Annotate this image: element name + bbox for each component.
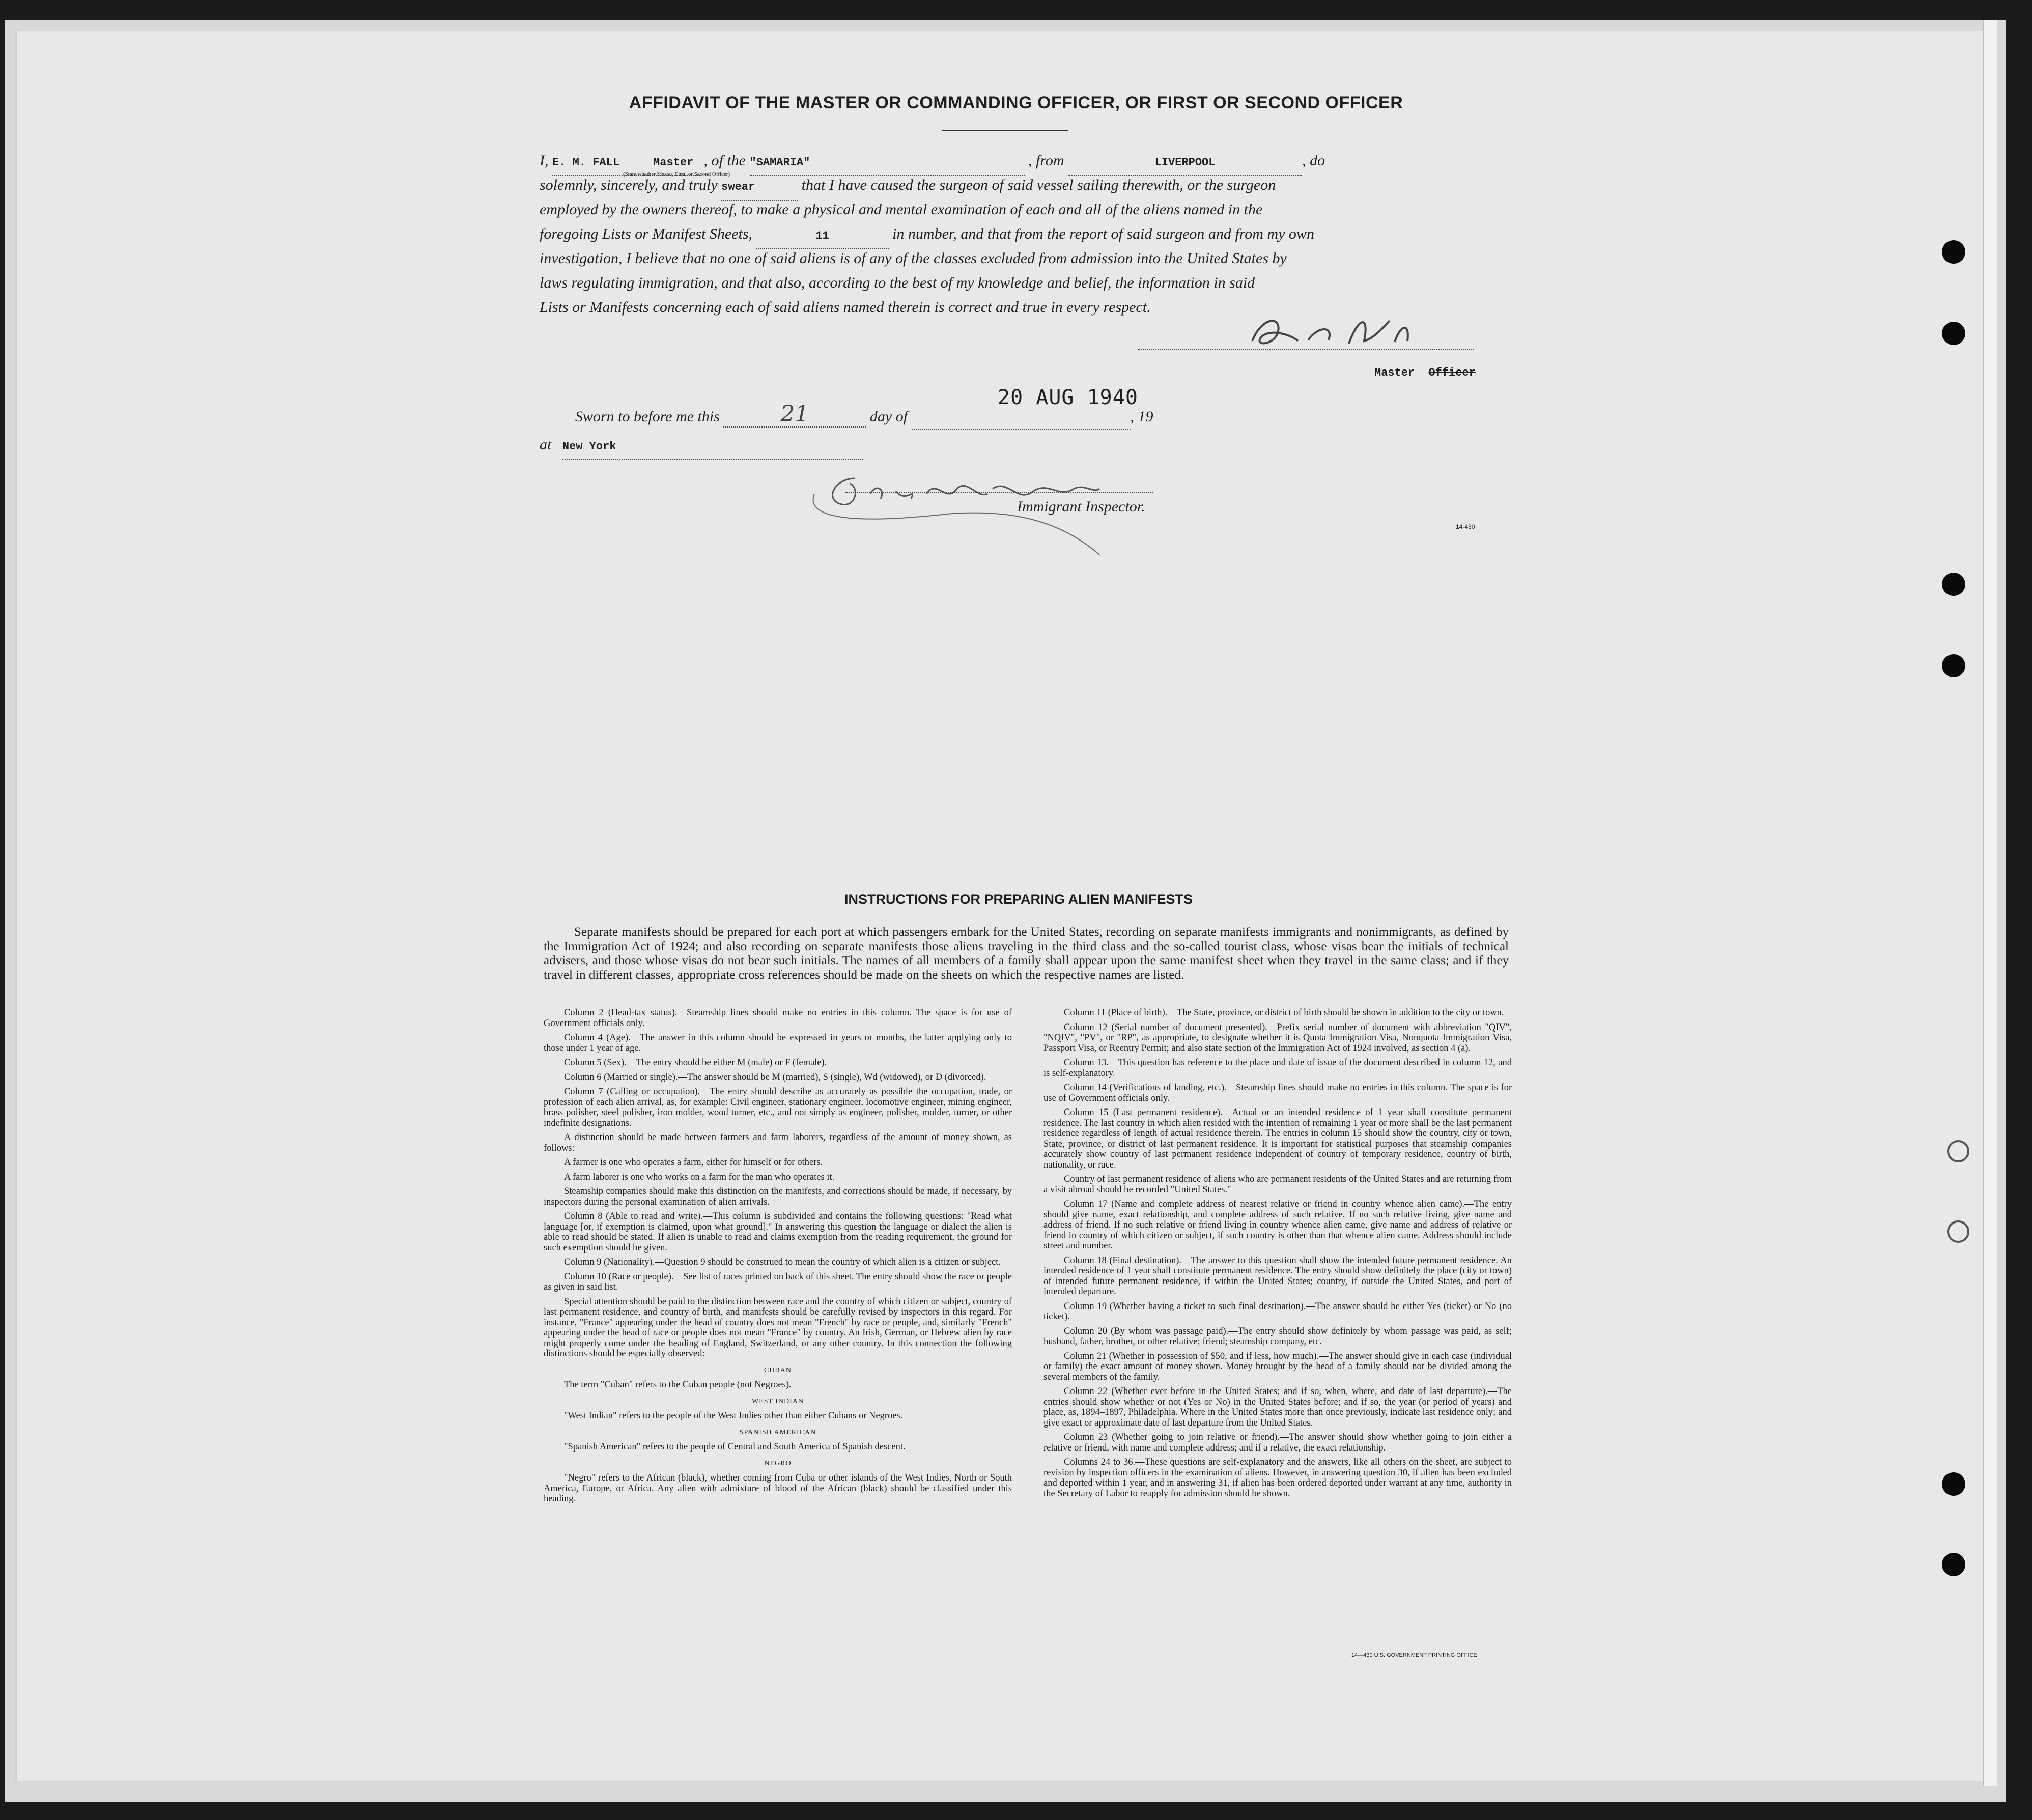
instruction-paragraph: Column 22 (Whether ever before in the United States; and if so, when, where, and date of last departure).—The entries should show whether or not (Yes or No) in the United States before; and if so, the year (or period of years) and place, as, 1894–1897, Philadelphia. Where in the United States more than once previously, indicate last residence only; and give exact or approximate date of last departure from the United States.: [1043, 1386, 1512, 1428]
inspector-signature-text: Joseph Lavin: [794, 458, 797, 459]
place: New York: [562, 440, 616, 453]
instruction-paragraph: Country of last permanent residence of aliens who are permanent residents of the United States and are returning from a visit abroad should be recorded "United States.": [1043, 1174, 1512, 1195]
punch-hole: [1947, 1220, 1969, 1243]
instruction-paragraph: A farm laborer is one who works on a farm for the man who operates it.: [564, 1172, 835, 1182]
instruction-paragraph: Column 21 (Whether in possession of $50, and if less, how much).—The answer should give in each case (individual or family) the exact amount of money shown. Money brought by the head of a family should not be divided among the several members of the family.: [1043, 1351, 1512, 1382]
master-name: E. M. FALL: [552, 156, 620, 169]
text: in number, and that from the report of said surgeon and from my own: [892, 225, 1314, 242]
port-name: LIVERPOOL: [1154, 156, 1216, 169]
place-line: [540, 433, 1507, 460]
instruction-paragraph: A distinction should be made between farmers and farm laborers, regardless of the amount of money shown, as follows:: [544, 1132, 1012, 1153]
punch-hole: [1942, 240, 1965, 264]
instructions-left-column: [544, 1008, 1012, 1509]
rank-note: (State whether Master, First, or Second Officer): [623, 171, 730, 177]
instruction-paragraph: Column 12 (Serial number of document presented).—Prefix serial number of document with abbreviation "QIV", "NQIV", "PV", or "RP", as appropriate, to designate whether it is Quota Immigration Visa, Nonquota Immigration Visa, Passport Visa, or Reentry Permit; and also state section of the Immigration Act of 1924 involved, as section 4 (a).: [1043, 1022, 1512, 1054]
affidavit-line-2: [540, 173, 1507, 201]
oath: swear: [721, 181, 755, 193]
instruction-paragraph: Column 14 (Verifications of landing, etc.).—Steamship lines should make no entries in this column. The space is for use of Government officials only.: [1043, 1083, 1512, 1103]
text: I,: [540, 152, 549, 169]
date-stamp: 20 AUG 1940: [998, 386, 1138, 409]
instruction-paragraph: Column 7 (Calling or occupation).—The entry should describe as accurately as possible the occupation, trade, or profession of each alien arrival, as, for example: Civil engineer, stationary engineer, locomotive engineer, mining engineer, brass polisher, steel polisher, iron molder, wood turner, etc., and not simply as engineer, polisher, molder, turner, or other indefinite designations.: [544, 1087, 1012, 1128]
instruction-paragraph: A farmer is one who operates a farm, either for himself or for others.: [564, 1157, 823, 1168]
text: solemnly, sincerely, and truly: [540, 177, 718, 193]
master-signature: [1232, 305, 1446, 361]
sheets-field: [756, 224, 889, 249]
text: at: [540, 436, 552, 453]
punch-hole: [1942, 573, 1965, 596]
affidavit-line-7: Lists or Manifests concerning each of said aliens named therein is correct and true in every respect.: [540, 299, 1151, 316]
affidavit-title: AFFIDAVIT OF THE MASTER OR COMMANDING OFFICER, OR FIRST OR SECOND OFFICER: [629, 93, 1403, 112]
instructions-intro: Separate manifests should be prepared for each port at which passengers embark for the United States, recording on separate manifests immigrants and nonimmigrants, as defined by the Immigration Act of 1924; and also recording on separate manifests those aliens traveling in the third class and the so-called tourist class, whose visas bear the initials of technical advisers, and those whose visas do not bear such initials. The names of all members of a family shall appear upon the same manifest sheet when they travel in the same class; and if they travel in different classes, appropriate cross references should be made on the sheets on which the respective names are listed.: [544, 925, 1509, 982]
sworn-day-field: [723, 402, 866, 428]
master-signature-text: E M Fall: [1232, 305, 1234, 306]
instruction-paragraph: "Negro" refers to the African (black), whether coming from Cuba or other islands of the West Indies, North or South America, Europe, or Africa. Any alien with admixture of blood of the African (black) should be classified under this heading.: [544, 1473, 1012, 1504]
text: , of the: [703, 152, 746, 169]
instruction-paragraph: Column 15 (Last permanent residence).—Actual or an intended residence of 1 year shall constitute permanent residence. The last country in which alien resided with the intention of remaining 1 year or more shall be the last permanent residence regardless of length of actual residence therein. The entries in column 15 should show the country, city or town, State, province, or district of last permanent residence. It is important for statistical purposes that steamship companies accurately show country of last permanent residence independent of country of temporary residence, country of birth, nationality, or race.: [1043, 1107, 1512, 1170]
vessel-field: [750, 151, 1025, 176]
inspector-title: Immigrant Inspector.: [1017, 498, 1145, 515]
section-heading: NEGRO: [764, 1459, 792, 1467]
instruction-paragraph: Column 10 (Race or people).—See list of races printed on back of this sheet. The entry should show the race or people as given in said list.: [544, 1271, 1012, 1292]
instruction-paragraph: Steamship companies should make this distinction on the manifests, and corrections should be made, if necessary, by inspectors during the personal examination of alien arrivals.: [544, 1186, 1012, 1207]
affidavit-line-5: investigation, I believe that no one of said aliens is of any of the classes excluded from admission into the United States by: [540, 250, 1287, 267]
instruction-paragraph: Column 23 (Whether going to join relative or friend).—The answer should show whether going to join either a relative or friend, with name and complete address; and if a relative, the exact relationship.: [1043, 1432, 1512, 1453]
affidavit-line-3: employed by the owners thereof, to make a physical and mental examination of each and all of the aliens named in the: [540, 201, 1263, 218]
affidavit-line-6: laws regulating immigration, and that also, according to the best of my knowledge and belief, the information in said: [540, 274, 1255, 291]
title-rule: [942, 130, 1068, 131]
punch-hole: [1942, 654, 1965, 677]
inspector-signature-line: [845, 492, 1153, 493]
section-heading: CUBAN: [764, 1366, 792, 1374]
section-heading: SPANISH AMERICAN: [739, 1428, 816, 1436]
port-field: [1068, 151, 1302, 176]
place-field: [562, 435, 863, 460]
instruction-paragraph: Column 18 (Final destination).—The answer to this question shall show the intended future permanent residence. An intended residence of 1 year shall constitute permanent residence. The entry should show definitely the place (city or town) of intended future permanent residence, if within the United States; country, if outside the United States, and port of intended departure.: [1043, 1255, 1512, 1297]
text: that I have caused the surgeon of said vessel sailing therewith, or the surgeon: [801, 177, 1276, 193]
instruction-paragraph: Column 6 (Married or single).—The answer should be M (married), S (single), Wd (widowed), or D (divorced).: [564, 1072, 986, 1083]
instruction-paragraph: Column 8 (Able to read and write).—This column is subdivided and contains the following questions: "Read what language [or, if exemption is claimed, upon what ground]." In answering this question the language or dialect the alien is able to read should be stated. If alien is unable to read and claims exemption from the reading requirement, the ground for such exemption should be given.: [544, 1211, 1012, 1253]
text: , from: [1028, 152, 1064, 169]
form-number: 14-430: [1456, 523, 1475, 530]
text: day of: [869, 408, 908, 425]
punch-hole: [1942, 1472, 1965, 1496]
punch-hole: [1947, 1140, 1969, 1162]
instruction-paragraph: Column 20 (By whom was passage paid).—The entry should show definitely by whom passage was paid, as self; husband, father, brother, or other relative; friend; steamship company, etc.: [1043, 1326, 1512, 1347]
text: , 19: [1130, 408, 1153, 425]
instruction-paragraph: Column 11 (Place of birth).—The State, province, or district of birth should be shown in addition to the city or town.: [1064, 1008, 1504, 1018]
instructions-title: INSTRUCTIONS FOR PREPARING ALIEN MANIFESTS: [844, 892, 1193, 907]
instruction-paragraph: Column 13.—This question has reference to the place and date of issue of the document described in column 12, and is self-explanatory.: [1043, 1058, 1512, 1078]
instruction-paragraph: Column 19 (Whether having a ticket to such final destination).—The answer should be either Yes (ticket) or No (no ticket).: [1043, 1301, 1512, 1322]
text: Sworn to before me this: [575, 408, 720, 425]
sworn-day: 21: [780, 401, 809, 427]
oath-field: [721, 175, 798, 201]
instruction-paragraph: Column 2 (Head-tax status).—Steamship lines should make no entries in this column. The space is for use of Government officials only.: [544, 1008, 1012, 1029]
instruction-paragraph: Column 17 (Name and complete address of nearest relative or friend in country whence alien came).—The entry should give name, exact relationship, and complete address of such relative. If no such relative living, give name and address of friend. If no such relative or friend living in country whence alien came, give name and address of relative or friend in country of which citizen or subject, if such country is other than that whence alien came. Address should include street and number.: [1043, 1199, 1512, 1251]
signer-title-struck: Officer: [1428, 366, 1476, 379]
printing-office-footer: 14—430 U.S. GOVERNMENT PRINTING OFFICE: [1351, 1652, 1477, 1658]
affidavit-line-4: [540, 222, 1507, 249]
instructions-right-column: [1043, 1008, 1512, 1503]
instruction-paragraph: Column 5 (Sex).—The entry should be either M (male) or F (female).: [564, 1058, 827, 1068]
section-heading: WEST INDIAN: [751, 1397, 804, 1405]
instruction-paragraph: Column 4 (Age).—The answer in this column should be expressed in years or months, the latter applying only to those under 1 year of age.: [544, 1033, 1012, 1054]
punch-hole: [1942, 322, 1965, 345]
signature-line: [1138, 349, 1474, 350]
instruction-paragraph: Column 9 (Nationality).—Question 9 should be construed to mean the country of which alien is a citizen or subject.: [564, 1257, 1001, 1267]
punch-hole: [1942, 1553, 1965, 1576]
rank: Master: [653, 156, 694, 169]
vessel-name: "SAMARIA": [749, 156, 810, 169]
instruction-paragraph: The term "Cuban" refers to the Cuban people (not Negroes).: [564, 1380, 792, 1390]
text: , do: [1302, 152, 1325, 169]
instruction-paragraph: "West Indian" refers to the people of the West Indies other than either Cubans or Negroes.: [564, 1411, 903, 1421]
signer-title-text: Master: [1374, 366, 1415, 379]
text: foregoing Lists or Manifest Sheets,: [540, 225, 753, 242]
signer-title: [1374, 366, 1476, 379]
sheet-count: 11: [815, 230, 829, 242]
instruction-paragraph: Columns 24 to 36.—These questions are self-explanatory and the answers, like all others on the sheet, are subject to revision by inspection officers in the examination of aliens. However, in answering question 30, if alien has been excluded and deported within 1 year, and in answering 31, if alien has been ordered deported under warrant at any time, authority in the Secretary of Labor to reapply for admission should be shown.: [1043, 1457, 1512, 1499]
instruction-paragraph: "Spanish American" refers to the people of Central and South America of Spanish descent.: [564, 1442, 906, 1452]
instruction-paragraph: Special attention should be paid to the distinction between race and the country of which citizen or subject, country of last permanent residence, and country of birth, and manifests should be carefully revised by inspectors in this regard. For instance, "France" appearing under the head of country does not mean "French" by race or people, and, similarly "French" appearing under the head of race or people does not mean "France" by country. An Irish, German, or Hebrew alien by race might properly come under the heading of England, Switzerland, or any other country. In this connection the following distinctions should be especially observed:: [544, 1296, 1012, 1359]
